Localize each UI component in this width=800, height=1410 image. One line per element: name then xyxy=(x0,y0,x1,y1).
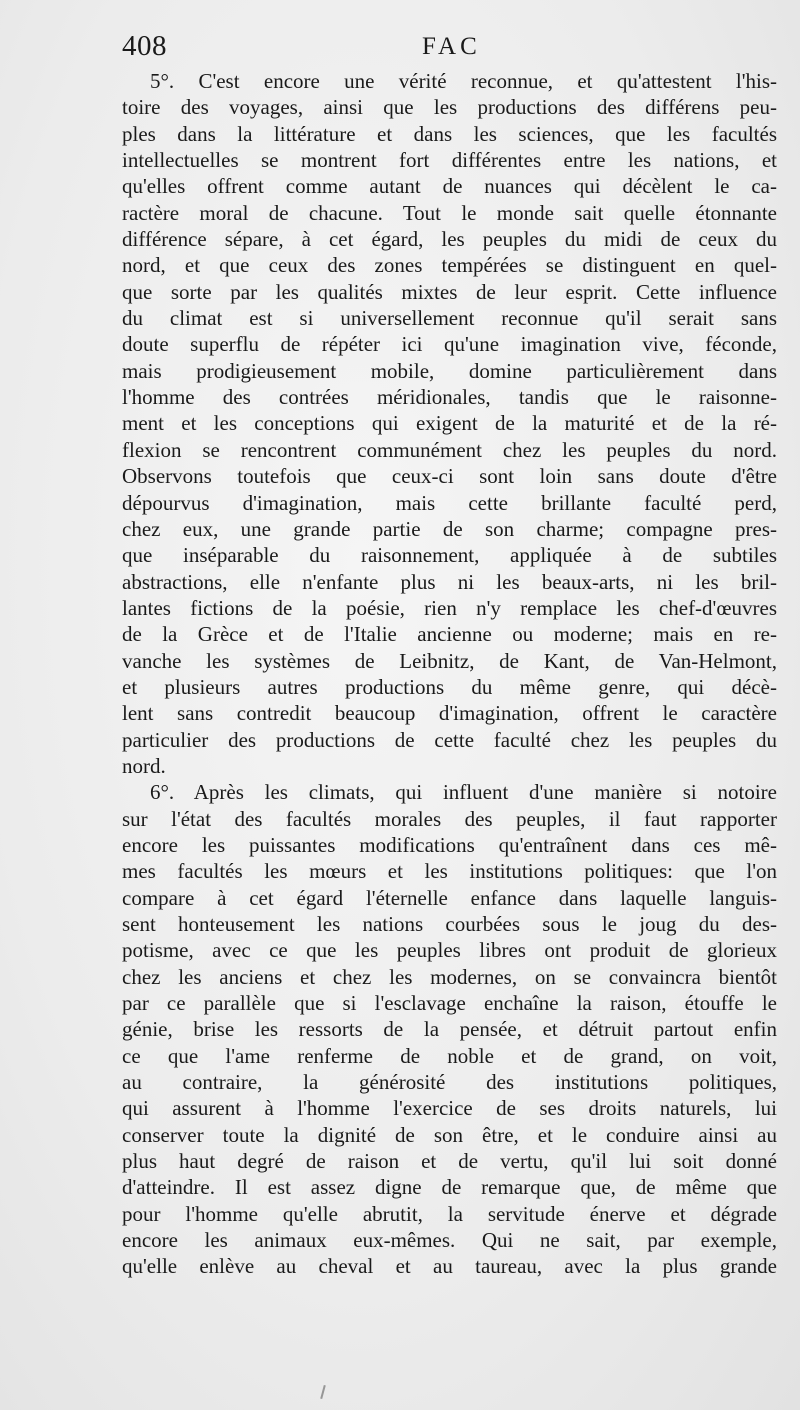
text-line: chez eux, une grande partie de son charme; compagne pres- xyxy=(122,516,777,541)
text-line: du climat est si universellement reconnue qu'il serait sans xyxy=(122,306,777,331)
text-line: potisme, avec ce que les peuples libres ont produit de glorieux xyxy=(122,938,777,963)
text-line: compare à cet égard l'éternelle enfance dans laquelle languis- xyxy=(122,885,777,910)
text-line: que sorte par les qualités mixtes de leur esprit. Cette influence xyxy=(122,279,777,304)
text-line: lantes fictions de la poésie, rien n'y remplace les chef-d'œuvres xyxy=(122,595,777,620)
text-line: particulier des productions de cette faculté chez les peuples du xyxy=(122,727,777,752)
text-line: nord. xyxy=(122,753,166,778)
text-line: qu'elle enlève au cheval et au taureau, avec la plus grande xyxy=(122,1254,777,1279)
text-line: qu'elles offrent comme autant de nuances qui décèlent le ca- xyxy=(122,174,777,199)
text-line: toire des voyages, ainsi que les productions des différens peu- xyxy=(122,95,777,120)
scan-blemish xyxy=(320,1385,326,1399)
text-line: ment et les conceptions qui exigent de la maturité et de la ré- xyxy=(122,411,777,436)
text-line: chez les anciens et chez les modernes, on se convaincra bientôt xyxy=(122,964,777,989)
text-line: ce que l'ame renferme de noble et de grand, on voit, xyxy=(122,1043,777,1068)
text-line: au contraire, la générosité des institutions politiques, xyxy=(122,1070,777,1095)
text-line: 6°. Après les climats, qui influent d'une manière si notoire xyxy=(150,780,777,805)
text-line: plus haut degré de raison et de vertu, qu'il lui soit donné xyxy=(122,1149,777,1174)
text-line: que inséparable du raisonnement, appliquée à de subtiles xyxy=(122,543,777,568)
text-line: par ce parallèle que si l'esclavage enchaîne la raison, étouffe le xyxy=(122,991,777,1016)
page-number: 408 xyxy=(122,30,167,62)
text-line: d'atteindre. Il est assez digne de remarque que, de même que xyxy=(122,1175,777,1200)
text-line: Observons toutefois que ceux-ci sont loin sans doute d'être xyxy=(122,464,777,489)
text-line: qui assurent à l'homme l'exercice de ses droits naturels, lui xyxy=(122,1096,777,1121)
text-line: génie, brise les ressorts de la pensée, et détruit partout enfin xyxy=(122,1017,777,1042)
text-line: sent honteusement les nations courbées sous le joug du des- xyxy=(122,912,777,936)
text-line: vanche les systèmes de Leibnitz, de Kant, de Van-Helmont, xyxy=(122,648,777,673)
text-line: ples dans la littérature et dans les sciences, que les facultés xyxy=(122,121,777,146)
text-line: de la Grèce et de l'Italie ancienne ou moderne; mais en re- xyxy=(122,622,777,647)
running-head: FAC xyxy=(422,33,481,60)
body-text xyxy=(122,68,777,1280)
text-line: sur l'état des facultés morales des peuples, il faut rapporter xyxy=(122,806,777,831)
text-line: mes facultés les mœurs et les institutions politiques: que l'on xyxy=(122,859,777,884)
text-line: mais prodigieusement mobile, domine particulièrement dans xyxy=(122,358,777,383)
text-line: dépourvus d'imagination, mais cette brillante faculté perd, xyxy=(122,490,777,515)
text-line: l'homme des contrées méridionales, tandis que le raisonne- xyxy=(122,385,777,410)
text-line: nord, et que ceux des zones tempérées se distinguent en quel- xyxy=(122,253,777,278)
text-line: encore les puissantes modifications qu'entraînent dans ces mê- xyxy=(122,832,777,857)
text-line: pour l'homme qu'elle abrutit, la servitude énerve et dégrade xyxy=(122,1201,777,1226)
text-line: et plusieurs autres productions du même genre, qui décè- xyxy=(122,674,777,699)
text-line: différence sépare, à cet égard, les peuples du midi de ceux du xyxy=(122,227,777,252)
text-line: doute superflu de répéter ici qu'une imagination vive, féconde, xyxy=(122,332,777,357)
text-line: flexion se rencontrent communément chez les peuples du nord. xyxy=(122,437,777,462)
text-line: lent sans contredit beaucoup d'imagination, offrent le caractère xyxy=(122,701,777,726)
text-line: ractère moral de chacune. Tout le monde sait quelle étonnante xyxy=(122,200,777,225)
text-line: conserver toute la dignité de son être, et le conduire ainsi au xyxy=(122,1122,777,1147)
page-header xyxy=(122,30,762,70)
text-line: encore les animaux eux-mêmes. Qui ne sait, par exemple, xyxy=(122,1228,777,1253)
text-line: 5°. C'est encore une vérité reconnue, et qu'attestent l'his- xyxy=(150,69,777,93)
text-line: abstractions, elle n'enfante plus ni les beaux-arts, ni les bril- xyxy=(122,569,777,594)
text-line: intellectuelles se montrent fort différentes entre les nations, et xyxy=(122,148,777,173)
